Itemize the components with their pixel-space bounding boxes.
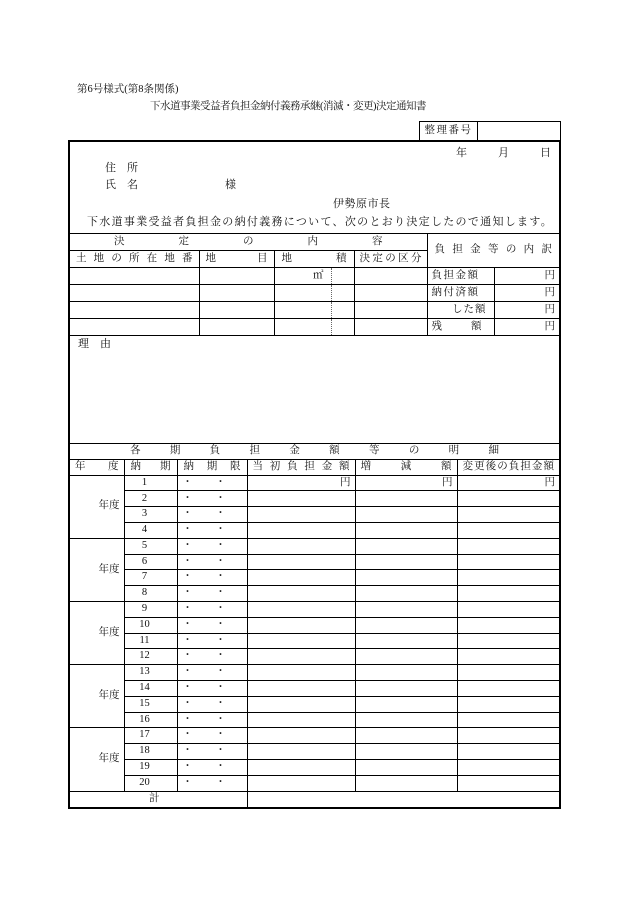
amount-cell	[457, 601, 559, 617]
day-label: 日	[540, 147, 551, 159]
due-date-cell: ・ ・	[177, 617, 247, 633]
schedule-row	[70, 759, 559, 775]
amount-cell	[457, 696, 559, 712]
schedule-row	[70, 633, 559, 649]
due-date-cell: ・ ・	[177, 696, 247, 712]
schedule-row	[70, 775, 559, 791]
schedule-row	[70, 586, 559, 602]
schedule-col-term: 納期	[124, 459, 177, 475]
amount-cell	[355, 665, 457, 681]
notice-body-frame	[68, 140, 561, 809]
amount-cell	[355, 522, 457, 538]
amount-cell	[457, 507, 559, 523]
amount-cell	[247, 586, 355, 602]
sender-name: 伊勢原市長	[333, 198, 391, 210]
breakdown-label: 残 額	[427, 319, 494, 336]
col-land-area: 地積	[274, 251, 354, 268]
schedule-col-duedate: 納期限	[177, 459, 247, 475]
amount-cell	[457, 554, 559, 570]
amount-cell	[457, 775, 559, 791]
due-date-cell: ・ ・	[177, 507, 247, 523]
due-date-cell: ・ ・	[177, 475, 247, 491]
schedule-section-title: 各期負担金額等の明細	[70, 443, 559, 459]
period-number-cell: 20	[124, 775, 177, 791]
amount-cell	[355, 680, 457, 696]
amount-cell	[457, 617, 559, 633]
due-date-cell: ・ ・	[177, 712, 247, 728]
schedule-row	[70, 665, 559, 681]
year-group-cell: 年度	[70, 538, 124, 601]
period-number-cell: 5	[124, 538, 177, 554]
schedule-row	[70, 491, 559, 507]
due-date-cell: ・ ・	[177, 744, 247, 760]
amount-cell	[457, 538, 559, 554]
amount-cell	[247, 617, 355, 633]
lot-cell	[70, 302, 199, 319]
schedule-row	[70, 696, 559, 712]
category-cell	[199, 319, 274, 336]
period-number-cell: 3	[124, 507, 177, 523]
schedule-row	[70, 649, 559, 665]
amount-cell	[247, 712, 355, 728]
amount-cell	[355, 554, 457, 570]
amount-cell	[247, 775, 355, 791]
period-number-cell: 13	[124, 665, 177, 681]
due-date-cell: ・ ・	[177, 728, 247, 744]
amount-cell	[355, 759, 457, 775]
col-decision-class: 決定の区分	[354, 251, 427, 268]
due-date-cell: ・ ・	[177, 759, 247, 775]
amount-cell	[457, 728, 559, 744]
class-cell	[354, 302, 427, 319]
schedule-col-initial-amount: 当初負担金額	[247, 459, 355, 475]
schedule-col-change-amount: 増減額	[355, 459, 457, 475]
amount-cell	[355, 491, 457, 507]
class-cell	[354, 285, 427, 302]
due-date-cell: ・ ・	[177, 522, 247, 538]
decision-header: 決定の内容	[70, 234, 427, 251]
period-number-cell: 1	[124, 475, 177, 491]
amount-cell	[247, 728, 355, 744]
year-group-cell: 年度	[70, 728, 124, 791]
amount-cell	[247, 554, 355, 570]
category-cell	[199, 302, 274, 319]
amount-cell	[355, 649, 457, 665]
schedule-total-row	[70, 791, 559, 807]
amount-cell	[355, 696, 457, 712]
amount-cell	[247, 759, 355, 775]
amount-cell	[355, 538, 457, 554]
period-number-cell: 15	[124, 696, 177, 712]
schedule-col-amount-after-change: 変更後の負担金額	[457, 459, 559, 475]
schedule-row	[70, 554, 559, 570]
class-cell	[354, 319, 427, 336]
area-cell	[274, 302, 354, 319]
breakdown-label: 負担金額	[427, 268, 494, 285]
amount-cell: 円	[457, 475, 559, 491]
due-date-cell: ・ ・	[177, 633, 247, 649]
breakdown-label: した額	[427, 302, 494, 319]
lot-cell	[70, 319, 199, 336]
schedule-row	[70, 538, 559, 554]
col-land-category: 地目	[199, 251, 274, 268]
period-number-cell: 12	[124, 649, 177, 665]
amount-cell	[457, 649, 559, 665]
amount-cell	[355, 744, 457, 760]
amount-cell	[247, 507, 355, 523]
amount-cell	[457, 491, 559, 507]
category-cell	[199, 268, 274, 285]
amount-cell: 円	[355, 475, 457, 491]
amount-cell	[355, 775, 457, 791]
amount-cell	[457, 522, 559, 538]
period-number-cell: 10	[124, 617, 177, 633]
period-number-cell: 19	[124, 759, 177, 775]
schedule-row	[70, 680, 559, 696]
period-number-cell: 8	[124, 586, 177, 602]
amount-cell	[355, 617, 457, 633]
due-date-cell: ・ ・	[177, 601, 247, 617]
due-date-cell: ・ ・	[177, 680, 247, 696]
amount-cell	[457, 586, 559, 602]
amount-cell	[247, 601, 355, 617]
year-group-cell: 年度	[70, 601, 124, 664]
amount-cell	[355, 570, 457, 586]
due-date-cell: ・ ・	[177, 570, 247, 586]
amount-cell	[457, 744, 559, 760]
breakdown-label: 納付済額	[427, 285, 494, 302]
area-cell	[274, 319, 354, 336]
schedule-row	[70, 570, 559, 586]
form-number-note: 第6号様式(第8条関係)	[77, 84, 179, 95]
breakdown-unit: 円	[494, 285, 559, 302]
schedule-row	[70, 522, 559, 538]
period-number-cell: 16	[124, 712, 177, 728]
breakdown-unit: 円	[494, 268, 559, 285]
period-number-cell: 2	[124, 491, 177, 507]
amount-cell	[457, 759, 559, 775]
amount-cell	[247, 744, 355, 760]
due-date-cell: ・ ・	[177, 554, 247, 570]
notice-text: 下水道事業受益者負担金の納付義務について、次のとおり決定したので通知します。	[87, 216, 554, 228]
class-cell	[354, 268, 427, 285]
amount-cell	[355, 601, 457, 617]
amount-cell	[247, 696, 355, 712]
form-title: 下水道事業受益者負担金納付義務承継(消滅・変更)決定通知書	[150, 101, 426, 112]
schedule-col-year: 年度	[70, 459, 124, 475]
due-date-cell: ・ ・	[177, 665, 247, 681]
schedule-row	[70, 507, 559, 523]
honorific-label: 様	[225, 179, 236, 191]
due-date-cell: ・ ・	[177, 775, 247, 791]
year-group-cell: 年度	[70, 475, 124, 538]
total-label-cell: 計	[70, 791, 247, 807]
breakdown-unit: 円	[494, 319, 559, 336]
name-label: 氏 名	[105, 179, 138, 191]
schedule-row	[70, 744, 559, 760]
amount-cell	[247, 570, 355, 586]
breakdown-unit: 円	[494, 302, 559, 319]
period-number-cell: 11	[124, 633, 177, 649]
reference-number-label: 整理番号	[420, 122, 478, 141]
due-date-cell: ・ ・	[177, 586, 247, 602]
month-label: 月	[498, 147, 509, 159]
schedule-row	[70, 475, 559, 491]
area-cell	[274, 285, 354, 302]
decision-table	[70, 233, 559, 336]
amount-cell	[247, 649, 355, 665]
reference-number-value	[478, 122, 560, 141]
year-group-cell: 年度	[70, 665, 124, 728]
period-number-cell: 14	[124, 680, 177, 696]
amount-cell	[247, 633, 355, 649]
schedule-table	[70, 443, 559, 807]
amount-cell	[247, 665, 355, 681]
period-number-cell: 4	[124, 522, 177, 538]
schedule-row	[70, 617, 559, 633]
amount-cell	[355, 712, 457, 728]
total-value-cell	[247, 791, 559, 807]
amount-cell	[355, 586, 457, 602]
lot-cell	[70, 285, 199, 302]
period-number-cell: 18	[124, 744, 177, 760]
amount-cell	[457, 665, 559, 681]
breakdown-header: 負担金等の内訳	[427, 234, 559, 268]
lot-cell	[70, 268, 199, 285]
period-number-cell: 7	[124, 570, 177, 586]
amount-cell	[355, 633, 457, 649]
amount-cell	[247, 538, 355, 554]
amount-cell	[457, 712, 559, 728]
reference-number-box	[419, 121, 561, 141]
schedule-row	[70, 601, 559, 617]
date-line	[70, 148, 559, 159]
amount-cell	[247, 491, 355, 507]
schedule-row	[70, 728, 559, 744]
amount-cell	[457, 633, 559, 649]
amount-cell	[247, 522, 355, 538]
schedule-body	[70, 475, 559, 807]
amount-cell	[457, 680, 559, 696]
due-date-cell: ・ ・	[177, 538, 247, 554]
schedule-row	[70, 712, 559, 728]
amount-cell	[247, 680, 355, 696]
amount-cell	[355, 507, 457, 523]
period-number-cell: 6	[124, 554, 177, 570]
reason-label: 理 由	[78, 338, 111, 350]
due-date-cell: ・ ・	[177, 491, 247, 507]
amount-cell	[457, 570, 559, 586]
due-date-cell: ・ ・	[177, 649, 247, 665]
amount-cell: 円	[247, 475, 355, 491]
period-number-cell: 9	[124, 601, 177, 617]
year-label: 年	[456, 147, 467, 159]
address-label: 住 所	[105, 162, 138, 174]
amount-cell	[355, 728, 457, 744]
period-number-cell: 17	[124, 728, 177, 744]
area-cell: ㎡	[274, 268, 354, 285]
category-cell	[199, 285, 274, 302]
col-lot-number: 土地の所在地番	[70, 251, 199, 268]
